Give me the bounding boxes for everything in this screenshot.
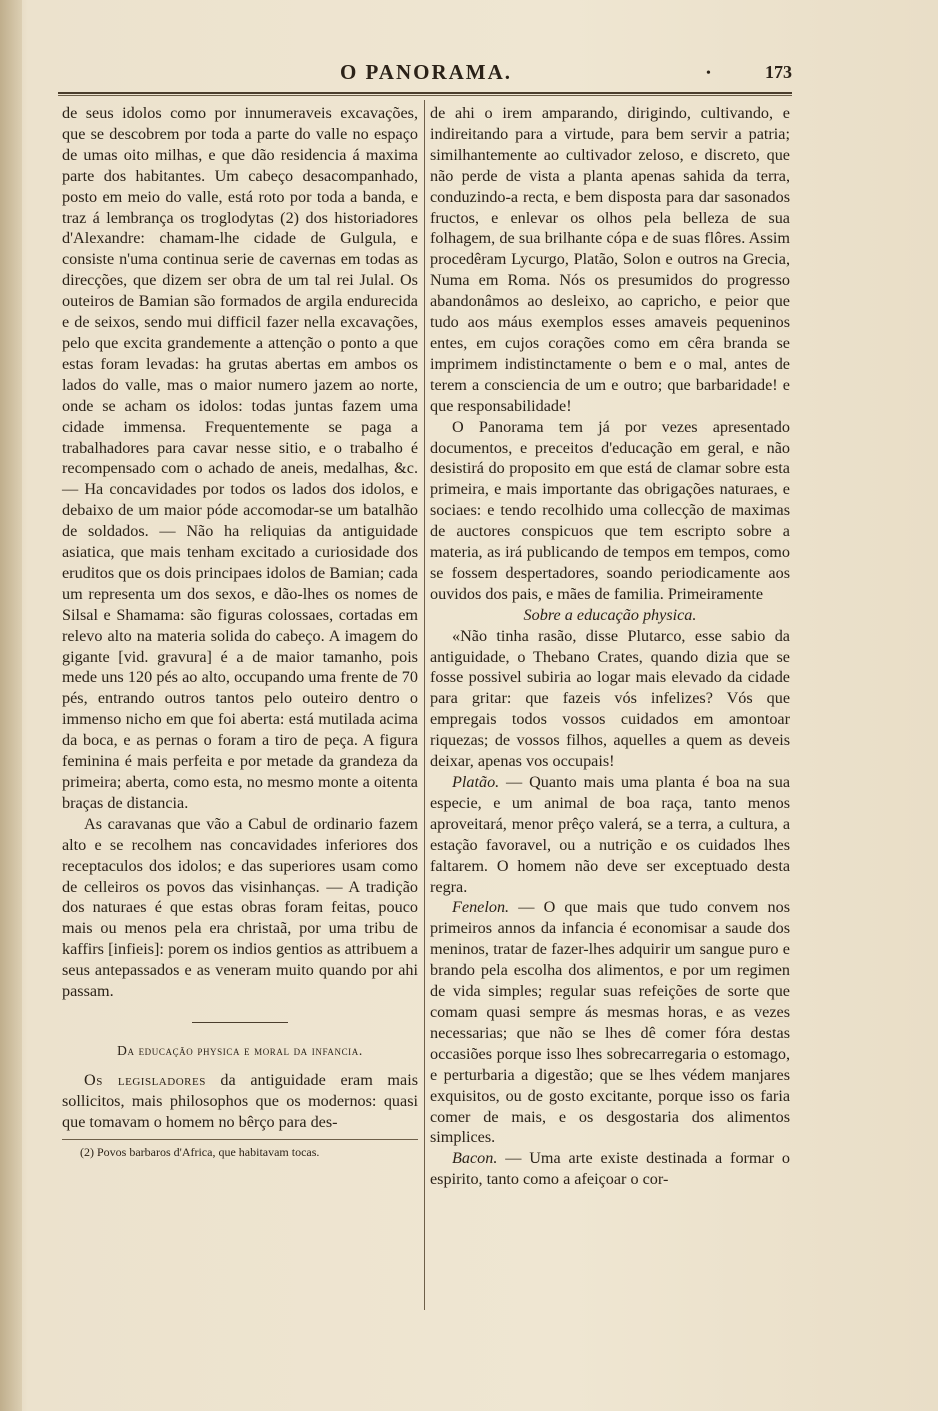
right-paragraph-1: de ahi o irem amparando, dirigindo, cultivando, e indireitando para a virtude, para bem servir a patria; similhantemente ao cultivador zeloso, e discreto, que não perde de vista a planta apenas sahida da terra, conduzindo-a recta, e bem disposta para dar sasonados fructos, e enlevar os olhos pela belleza de sua folhagem, de sua brilhante cópa e de suas flôres. Assim procedêram Lycurgo, Platão, Solon e outros na Grecia, Numa em Roma. Nós os presumidos do progresso abandonâmos ao desleixo, ao capricho, e peior que tudo aos máus exemplos esses amaveis pequeninos entes, em cujos corações como em cêra branda se imprimem indistinctamente o bem e o mal, antes de terem a consciencia de um e outro; que barbaridade! e que responsabilidade! xyxy=(430,104,790,415)
header-rule xyxy=(58,92,792,94)
author-fenelon: Fenelon. xyxy=(452,898,510,917)
footnote: (2) Povos barbaros d'Africa, que habitavam tocas. xyxy=(80,1144,320,1159)
right-paragraph-6 xyxy=(430,1148,790,1190)
right-paragraph-5 xyxy=(430,897,790,1148)
left-paragraph-1: de seus idolos como por innumeraveis excavações, que se descobrem por toda a parte do valle no espaço de umas oito milhas, e que dão residencia á maxima parte dos habitantes. Um cabeço desacompanhado, posto em meio do valle, está roto por toda a banda, e traz á lembrança os troglodytas (2) dos historiadores d'Alexandre: chamam-lhe cidade de Gulgula, e consiste n'uma continua serie de cavernas em todas as direcções, que dizem ser obra de um tal rei Julal. Os outeiros de Bamian são formados de argila endurecida e de seixos, sendo mui difficil fazer nella excavações, pelo que excita grandemente a attenção o ponto a que estas foram levadas: ha grutas abertas em ambos os lados do valle, mas o maior numero jazem ao norte, onde se acham os idolos: todas juntas fazem uma cidade immensa. Frequentemente se paga a trabalhadores para cavar nesse sitio, e o trabalho é recompensado com o achado de aneis, medalhas, &c. — Ha concavidades por todos os lados dos idolos, e debaixo de um maior póde accomodar-se um batalhão de soldados. — Não ha reliquias da antiguidade asiatica, que mais tenham excitado a curiosidade dos eruditos que os dois principaes idolos de Bamian; cada um representa um dos sexos, e dão-lhes os nomes de Silsal e Shamama: são figuras colossaes, cortadas em relevo alto na materia solida do cabeço. A imagem do gigante [vid. gravura] é a de maior tamanho, pois mede uns 120 pés ao alto, occupando uma frente de 70 pés, entrando outros tantos pelo outeiro dentro o immenso nicho em que foi aberta: está mutilada acima da boca, e as pernas o foram a tiro de peça. A figura feminina é mais perfeita e por metade da grandeza da primeira; aberta, como esta, no mesmo monte a oitenta braças de distancia. xyxy=(62,104,418,812)
right-paragraph-5-text: — O que mais que tudo convem nos primeiros annos da infancia é economisar a saude dos meninos, tratar de fazer-lhes adquirir um sangue puro e brando pela escolha dos alimentos, e por um regimen de vida simples; regular suas refeições de sorte que comam quasi sempre ás mesmas horas, e as vezes necessarias; que não se lhes dê comer fóra destas occasiões porque isso lhes sobrecarregaria o estomago, e perturbaria a digestão; que se lhes védem manjares exquisitos, ou de gosto excitante, porque isso os faria comer de mais, e os desgostaria dos alimentos simplices. xyxy=(430,898,790,1147)
footnote-rule xyxy=(62,1139,418,1140)
left-paragraph-3 xyxy=(62,1070,418,1133)
page-title: O PANORAMA. xyxy=(339,60,513,84)
page-binding-edge xyxy=(0,0,22,1411)
left-column xyxy=(62,103,418,1160)
lead-words: Os legisladores xyxy=(84,1070,206,1089)
author-platao: Platão. xyxy=(452,773,500,791)
column-divider xyxy=(424,100,425,1310)
page-header xyxy=(58,56,794,90)
header-ornament: • xyxy=(706,66,711,81)
page-number: 173 xyxy=(765,62,792,82)
right-paragraph-3: «Não tinha rasão, disse Plutarco, esse sabio da antiguidade, o Thebano Crates, quando dizia que se fosse possivel subiria ao logar mais elevado da cidade para gritar: que fazeis vós infelizes? Vós que empregais todos vossos cuidados em amontoar riquezas; de vossos filhos, aquelles a quem as deveis deixar, apenas vos occupais! xyxy=(430,626,790,771)
right-paragraph-6-text: — Uma arte existe destinada a formar o espirito, tanto como a afeiçoar o cor- xyxy=(430,1149,790,1189)
left-paragraph-2: As caravanas que vão a Cabul de ordinario fazem alto e se recolhem nas concavidades inferiores dos receptaculos dos idolos; e das superiores usam como de celleiros os povos das visinhanças. — A tradição dos naturaes é que estas obras foram feitas, pouco mais ou menos pela era christaã, por uma tribu de kaffirs [infieis]: porem os indios gentios as attribuem a seus antepassados e as veneram muito quando por ahi passam. xyxy=(62,814,418,1001)
subheading: Sobre a educação physica. xyxy=(523,605,697,624)
section-rule xyxy=(192,1022,288,1023)
header-rule-thin xyxy=(58,95,792,96)
author-bacon: Bacon. xyxy=(452,1149,498,1168)
section-title: Da educação physica e moral da infancia. xyxy=(117,1042,363,1058)
left-paragraph-3-text: da antiguidade eram mais sollicitos, mais philosophos que os modernos: quasi que tomavam o homem no bêrço para des- xyxy=(62,1070,418,1131)
right-paragraph-2: O Panorama tem já por vezes apresentado documentos, e preceitos d'educação em geral, e não desistirá do proposito em que está de clamar sobre esta primeira, e mais importante das obrigações naturaes, e sociaes: e tendo recolhido uma collecção de maximas de auctores conspicuos que tem escripto sobre a materia, as irá publicando de tempos em tempos, como se fossem despertadores, soando periodicamente aos ouvidos dos pais, e mães de familia. Primeiramente xyxy=(430,417,790,603)
right-column xyxy=(430,103,790,1190)
right-paragraph-4-text: — Quanto mais uma planta é boa na sua especie, e um animal de boa raça, tanto menos aproveitará, menor prêço valerá, se a terra, a cultura, a estação favoravel, ou a nutrição e os cuidados lhes faltarem. O homem não deve ser exceptuado desta regra. xyxy=(430,773,790,896)
right-paragraph-4 xyxy=(430,772,790,897)
